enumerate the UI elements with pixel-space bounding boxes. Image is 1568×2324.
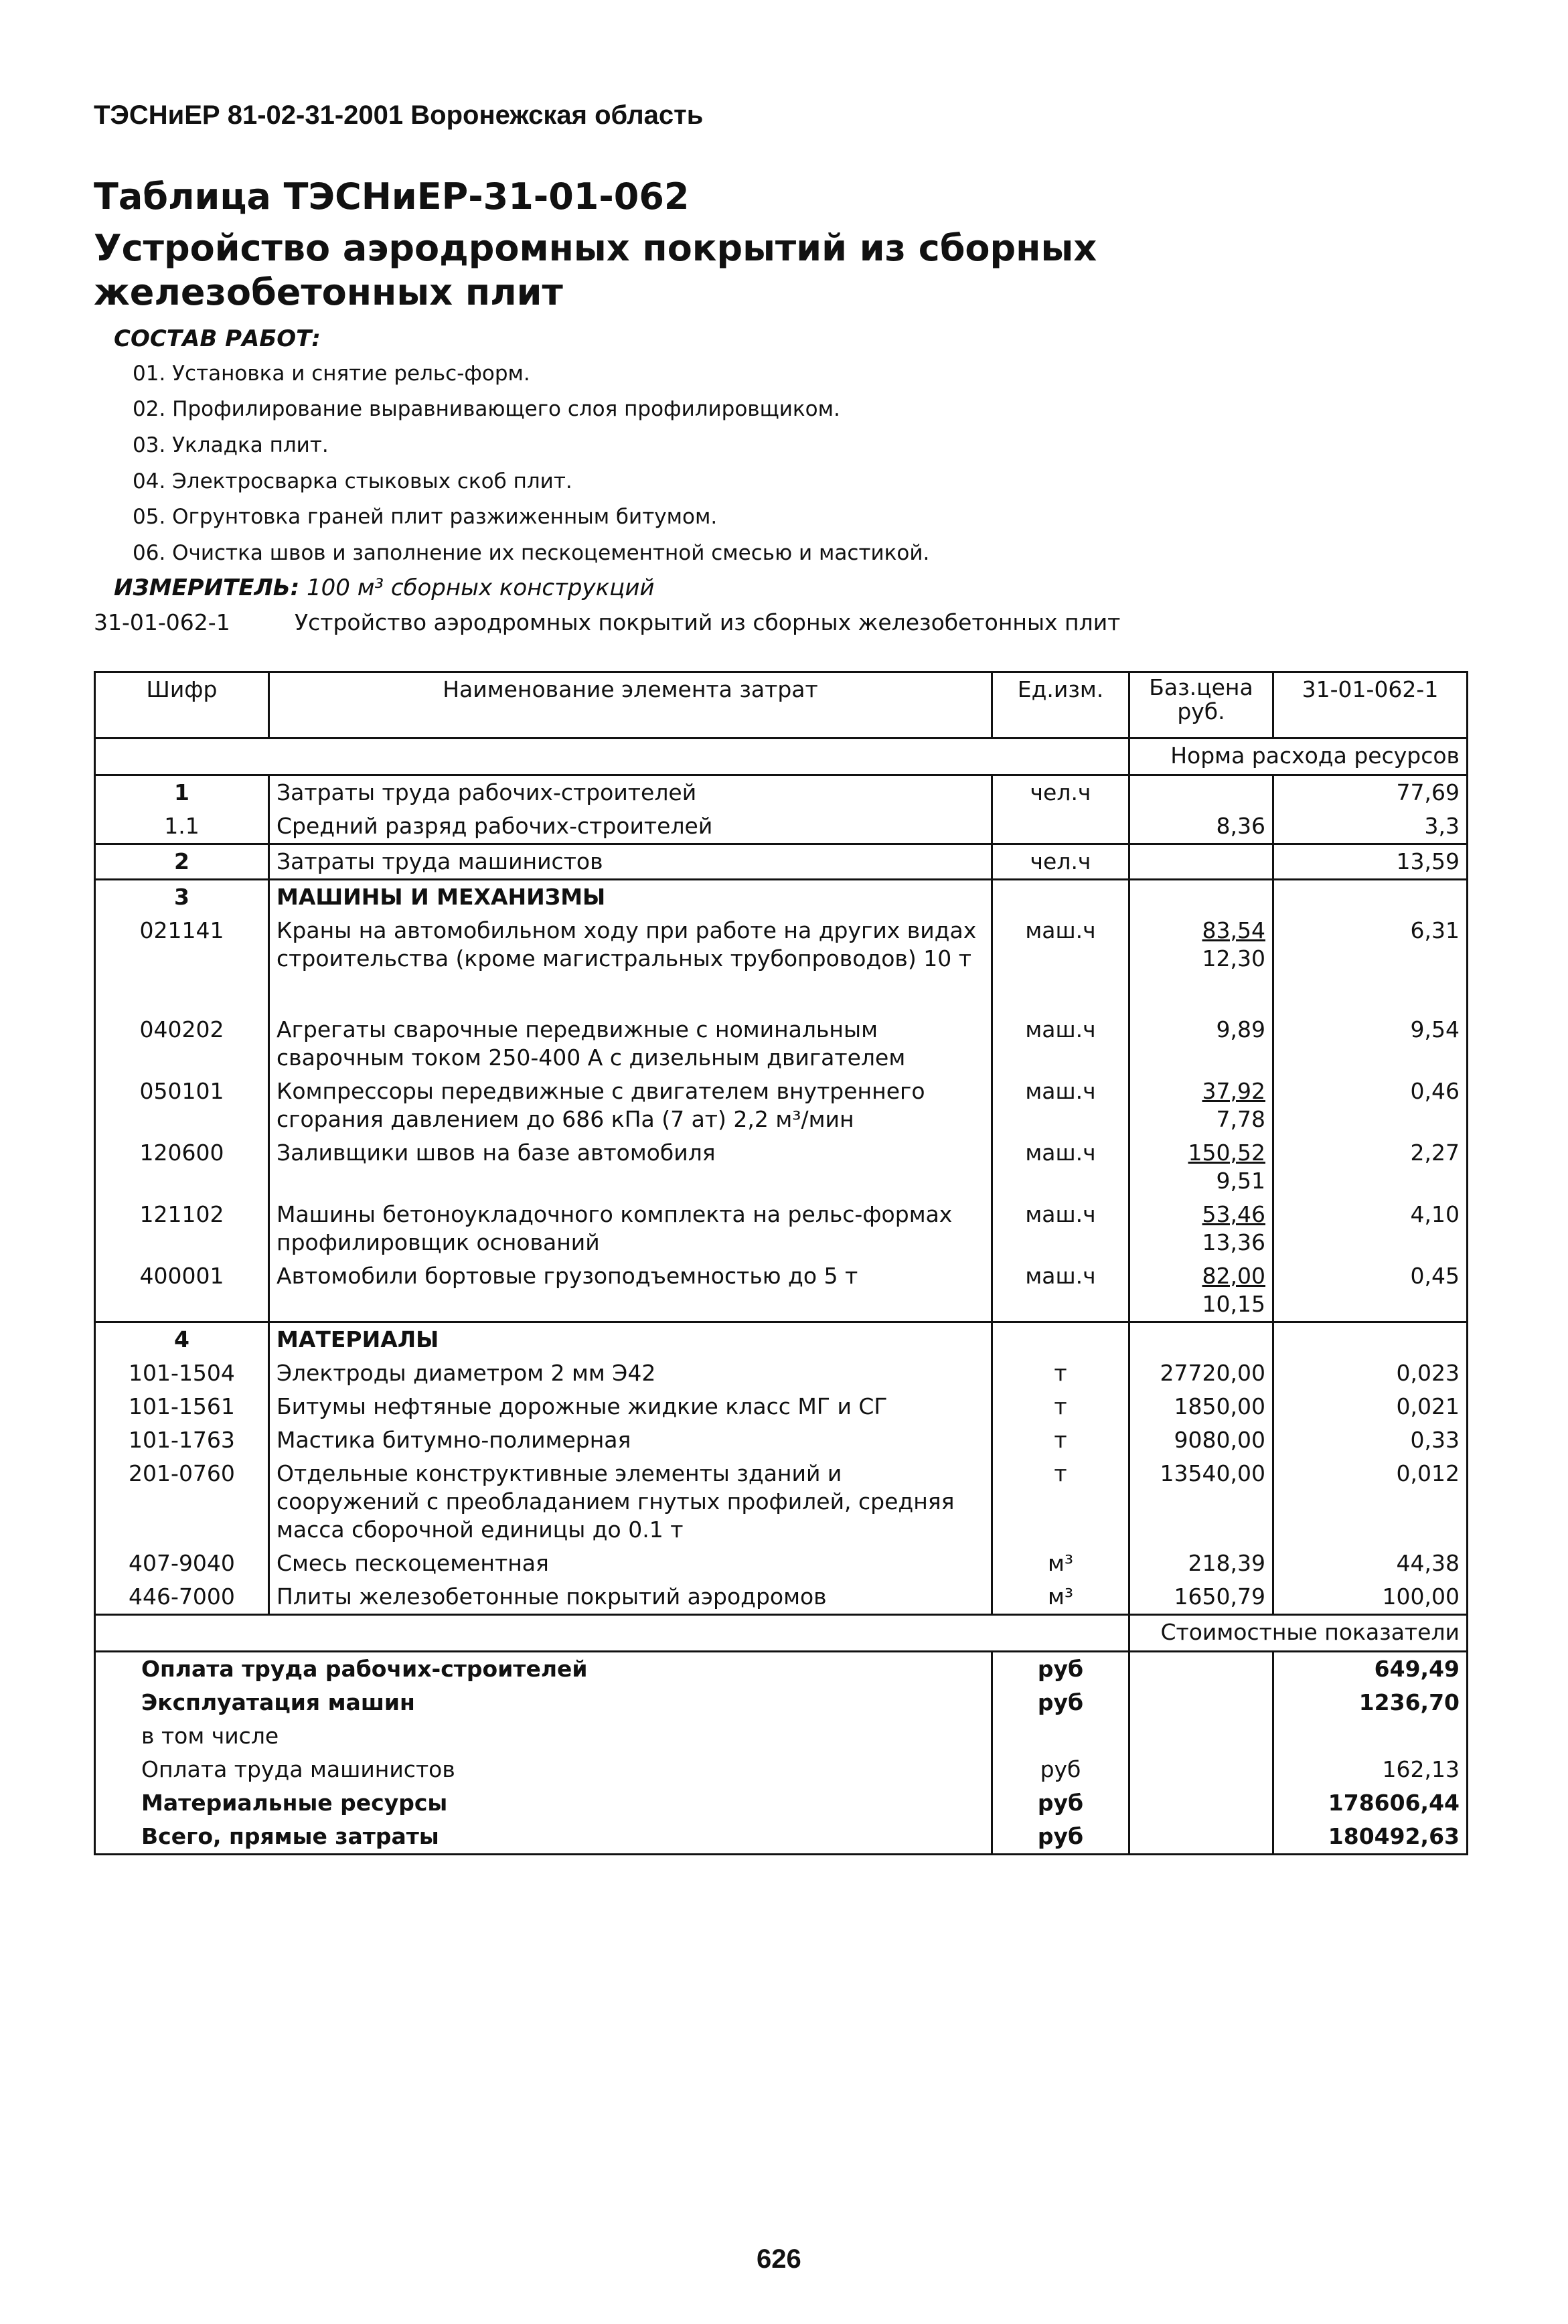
norm-caption-row (95, 739, 1468, 775)
row-value: 0,023 (1273, 1357, 1468, 1390)
summary-row (95, 1686, 1468, 1719)
row-unit: маш.ч (992, 1198, 1129, 1259)
section-row-materials (95, 1322, 1468, 1357)
row-name: Плиты железобетонные покрытий аэродромов (269, 1580, 992, 1615)
table-row (95, 1457, 1468, 1547)
row-unit: т (992, 1457, 1129, 1547)
table-row (95, 1136, 1468, 1198)
row-unit: чел.ч (992, 844, 1129, 880)
page-number: 626 (757, 2244, 801, 2274)
row-price: 13540,00 (1129, 1457, 1273, 1547)
row-unit: чел.ч (992, 775, 1129, 810)
row-name: Агрегаты сварочные передвижные с номинальным сварочным током 250-400 А с дизельным двигателем (269, 1013, 992, 1075)
row-name: Заливщики швов на базе автомобиля (269, 1136, 992, 1198)
work-item: 03. Укладка плит. (133, 433, 329, 457)
summary-unit: руб (992, 1786, 1129, 1820)
summary-label: Всего, прямые затраты (95, 1820, 992, 1855)
table-row (95, 1198, 1468, 1259)
table-row (95, 1580, 1468, 1615)
summary-row (95, 1820, 1468, 1855)
row-name: Отдельные конструктивные элементы зданий и сооружений с преобладанием гнутых профилей, средняя масса сборочной единицы до 0.1 т (269, 1457, 992, 1547)
table-row (95, 914, 1468, 1013)
row-price: 9080,00 (1129, 1423, 1273, 1457)
measure-label: ИЗМЕРИТЕЛЬ: (114, 574, 300, 601)
summary-row (95, 1719, 1468, 1753)
table-row (95, 1423, 1468, 1457)
header-norm-code: 31-01-062-1 (1273, 672, 1468, 739)
summary-label: Эксплуатация машин (95, 1686, 992, 1719)
table-row (95, 1547, 1468, 1580)
row-value: 44,38 (1273, 1547, 1468, 1580)
row-name: Мастика битумно-полимерная (269, 1423, 992, 1457)
summary-label: в том числе (95, 1719, 992, 1753)
row-code: 121102 (95, 1198, 269, 1259)
table-row (95, 1357, 1468, 1390)
row-price: 9,89 (1129, 1013, 1273, 1075)
row-value: 6,31 (1273, 914, 1468, 1013)
row-code: 101-1561 (95, 1390, 269, 1423)
measure-value: 100 м³ сборных конструкций (307, 574, 655, 601)
work-item: 05. Огрунтовка граней плит разжиженным битумом. (133, 505, 718, 529)
row-code: 407-9040 (95, 1547, 269, 1580)
header-price-line-2: руб. (1177, 698, 1225, 724)
summary-value (1273, 1719, 1468, 1753)
row-name: Затраты труда машинистов (269, 844, 992, 880)
row-unit: т (992, 1357, 1129, 1390)
summary-unit: руб (992, 1652, 1129, 1687)
row-code: 446-7000 (95, 1580, 269, 1615)
row-value: 3,3 (1273, 809, 1468, 844)
row-unit: маш.ч (992, 1075, 1129, 1136)
summary-value: 649,49 (1273, 1652, 1468, 1687)
row-code: 2 (95, 844, 269, 880)
row-price: 37,92 7,78 (1129, 1075, 1273, 1136)
row-value: 100,00 (1273, 1580, 1468, 1615)
document-header: ТЭСНиЕР 81-02-31-2001 Воронежская область (94, 100, 704, 130)
row-price: 27720,00 (1129, 1357, 1273, 1390)
row-unit: м³ (992, 1580, 1129, 1615)
row-name: Битумы нефтяные дорожные жидкие класс МГ и СГ (269, 1390, 992, 1423)
works-heading: СОСТАВ РАБОТ: (114, 325, 321, 352)
cost-caption-row (95, 1615, 1468, 1652)
row-price (1129, 775, 1273, 810)
norms-table (94, 671, 1468, 1855)
row-value: 13,59 (1273, 844, 1468, 880)
summary-row (95, 1652, 1468, 1687)
table-row (95, 1075, 1468, 1136)
row-code: 021141 (95, 914, 269, 1013)
table-row (95, 809, 1468, 844)
table-title: Таблица ТЭСНиЕР-31-01-062 (94, 175, 690, 218)
cost-caption: Стоимостные показатели (1129, 1615, 1468, 1652)
row-price: 1850,00 (1129, 1390, 1273, 1423)
work-item: 06. Очистка швов и заполнение их пескоцементной смесью и мастикой. (133, 541, 930, 565)
summary-unit: руб (992, 1686, 1129, 1719)
row-code: 1.1 (95, 809, 269, 844)
row-unit: т (992, 1390, 1129, 1423)
row-code: 040202 (95, 1013, 269, 1075)
section-code: 3 (95, 880, 269, 915)
row-value: 0,021 (1273, 1390, 1468, 1423)
row-name: Электроды диаметром 2 мм Э42 (269, 1357, 992, 1390)
row-price: 53,46 13,36 (1129, 1198, 1273, 1259)
row-unit: маш.ч (992, 914, 1129, 1013)
work-item: 02. Профилирование выравнивающего слоя профилировщиком. (133, 397, 840, 421)
row-code: 120600 (95, 1136, 269, 1198)
summary-label: Оплата труда машинистов (95, 1753, 992, 1786)
row-code: 201-0760 (95, 1457, 269, 1547)
row-value: 2,27 (1273, 1136, 1468, 1198)
row-value: 0,45 (1273, 1259, 1468, 1322)
row-price: 150,52 9,51 (1129, 1136, 1273, 1198)
row-value: 0,012 (1273, 1457, 1468, 1547)
row-price: 8,36 (1129, 809, 1273, 844)
table-header-row (95, 672, 1468, 739)
table-row (95, 1390, 1468, 1423)
row-price: 218,39 (1129, 1547, 1273, 1580)
table-row (95, 1259, 1468, 1322)
code-line (94, 609, 1121, 635)
measure-line (114, 574, 655, 601)
row-name: Затраты труда рабочих-строителей (269, 775, 992, 810)
header-code: Шифр (95, 672, 269, 739)
row-unit: маш.ч (992, 1013, 1129, 1075)
work-item: 01. Установка и снятие рельс-форм. (133, 362, 530, 386)
table-row (95, 1013, 1468, 1075)
section-row-machines (95, 880, 1468, 915)
header-unit: Ед.изм. (992, 672, 1129, 739)
summary-value: 178606,44 (1273, 1786, 1468, 1820)
header-price (1129, 672, 1273, 739)
row-name: Машины бетоноукладочного комплекта на рельс-формах профилировщик оснований (269, 1198, 992, 1259)
row-name: Компрессоры передвижные с двигателем внутреннего сгорания давлением до 686 кПа (7 ат) 2,2 м³/мин (269, 1075, 992, 1136)
row-name: Автомобили бортовые грузоподъемностью до 5 т (269, 1259, 992, 1322)
work-item: 04. Электросварка стыковых скоб плит. (133, 469, 572, 493)
row-value: 77,69 (1273, 775, 1468, 810)
row-value: 0,46 (1273, 1075, 1468, 1136)
row-value: 4,10 (1273, 1198, 1468, 1259)
summary-unit: руб (992, 1753, 1129, 1786)
section-code: 4 (95, 1322, 269, 1357)
summary-value: 162,13 (1273, 1753, 1468, 1786)
table-row (95, 844, 1468, 880)
row-name: Краны на автомобильном ходу при работе на других видах строительства (кроме магистральных трубопроводов) 10 т (269, 914, 992, 1013)
section-name: МАТЕРИАЛЫ (269, 1322, 992, 1357)
norm-caption: Норма расхода ресурсов (1129, 739, 1468, 775)
row-value: 9,54 (1273, 1013, 1468, 1075)
row-code: 101-1763 (95, 1423, 269, 1457)
summary-row (95, 1753, 1468, 1786)
row-unit: маш.ч (992, 1136, 1129, 1198)
row-code: 050101 (95, 1075, 269, 1136)
summary-row (95, 1786, 1468, 1820)
row-name: Средний разряд рабочих-строителей (269, 809, 992, 844)
row-value: 0,33 (1273, 1423, 1468, 1457)
summary-unit: руб (992, 1820, 1129, 1855)
row-name: Смесь пескоцементная (269, 1547, 992, 1580)
subtitle: Устройство аэродромных покрытий из сборных железобетонных плит (94, 227, 1097, 313)
header-price-line-1: Баз.цена (1149, 674, 1253, 700)
row-price: 1650,79 (1129, 1580, 1273, 1615)
summary-value: 180492,63 (1273, 1820, 1468, 1855)
summary-label: Материальные ресурсы (95, 1786, 992, 1820)
row-code: 1 (95, 775, 269, 810)
table-row (95, 775, 1468, 810)
row-price: 82,00 10,15 (1129, 1259, 1273, 1322)
row-price (1129, 844, 1273, 880)
row-unit: т (992, 1423, 1129, 1457)
row-code: 101-1504 (95, 1357, 269, 1390)
row-price: 83,54 12,30 (1129, 914, 1273, 1013)
summary-value: 1236,70 (1273, 1686, 1468, 1719)
header-name: Наименование элемента затрат (269, 672, 992, 739)
row-unit (992, 809, 1129, 844)
row-unit: м³ (992, 1547, 1129, 1580)
section-name: МАШИНЫ И МЕХАНИЗМЫ (269, 880, 992, 915)
norm-code: 31-01-062-1 (94, 609, 230, 635)
summary-label: Оплата труда рабочих-строителей (95, 1652, 992, 1687)
row-code: 400001 (95, 1259, 269, 1322)
row-unit: маш.ч (992, 1259, 1129, 1322)
summary-unit (992, 1719, 1129, 1753)
norm-name: Устройство аэродромных покрытий из сборных железобетонных плит (295, 609, 1121, 635)
